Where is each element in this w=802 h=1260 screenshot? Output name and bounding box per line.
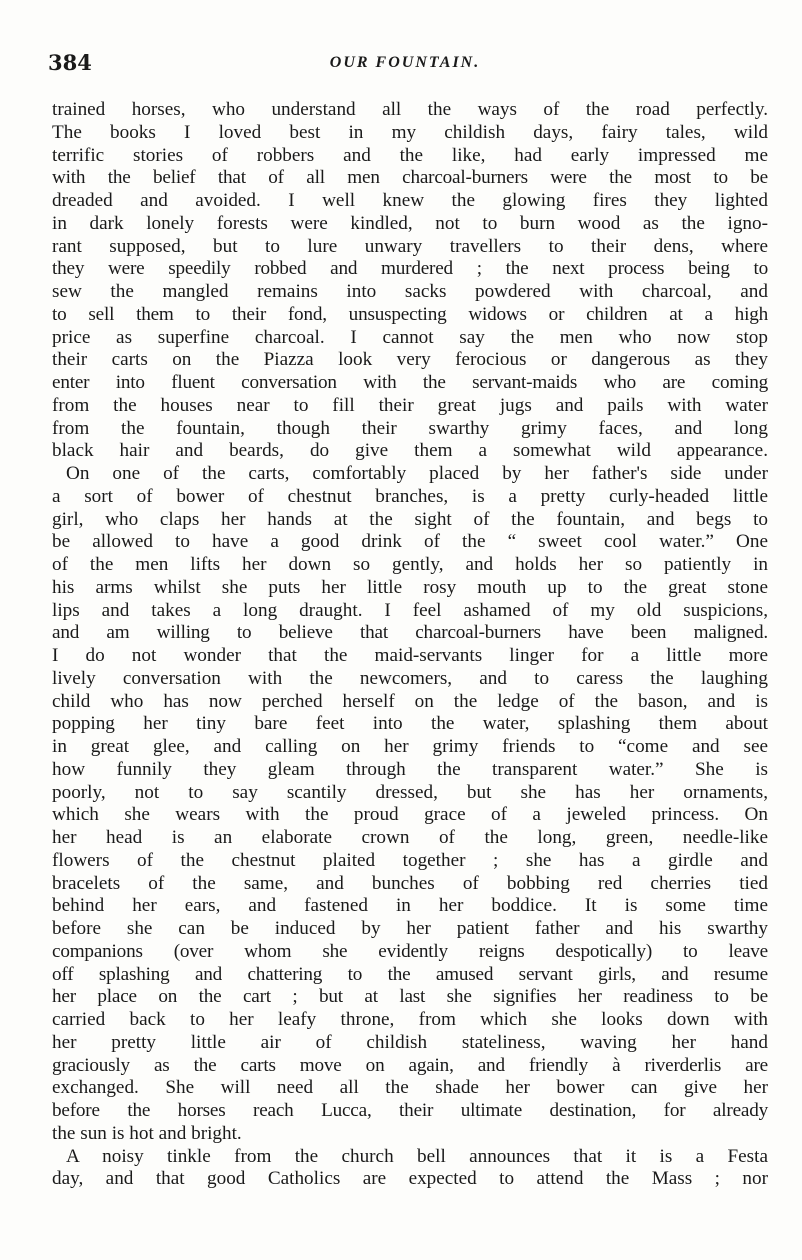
text-line: companions (over whom she evidently reigns despotically) to leave (52, 940, 768, 962)
text-line: price as superfine charcoal. I cannot say the men who now stop (52, 326, 768, 348)
text-line: graciously as the carts move on again, and friendly à riverderlis are (52, 1054, 768, 1076)
text-line: enter into fluent conversation with the servant-maids who are coming (52, 372, 768, 393)
text-line: her head is an elaborate crown of the long, green, needle-like (52, 827, 768, 848)
text-line: a sort of bower of chestnut branches, is a pretty curly-headed little (52, 485, 768, 507)
text-line: The books I loved best in my childish days, fairy tales, wild (52, 121, 768, 143)
text-line: child who has now perched herself on the ledge of the bason, and is (52, 690, 768, 712)
text-line: to sell them to their fond, unsuspecting widows or children at a high (52, 303, 768, 325)
text-line: dreaded and avoided. I well knew the glowing fires they lighted (52, 190, 768, 211)
text-line: rant supposed, but to lure unwary travellers to their dens, where (52, 235, 768, 257)
text-line: trained horses, who understand all the ways of the road perfectly. (52, 99, 768, 120)
text-line: sew the mangled remains into sacks powdered with charcoal, and (52, 281, 768, 302)
text-line: lively conversation with the newcomers, and to caress the laughing (52, 667, 768, 689)
text-line: her pretty little air of childish stateliness, waving her hand (52, 1031, 768, 1053)
text-line: black hair and beards, do give them a somewhat wild appearance. (52, 440, 768, 462)
text-line: how funnily they gleam through the transparent water.” She is (52, 758, 768, 780)
page-header (48, 50, 762, 80)
text-line: before the horses reach Lucca, their ultimate destination, for already (52, 1100, 768, 1121)
running-title: OUR FOUNTAIN. (329, 54, 481, 71)
text-line: his arms whilst she puts her little rosy mouth up to the great stone (52, 576, 768, 598)
text-line: behind her ears, and fastened in her boddice. It is some time (52, 895, 768, 917)
paragraph-start-line: On one of the carts, comfortably placed by her father's side under (66, 463, 768, 484)
text-line: their carts on the Piazza look very ferocious or dangerous as they (52, 349, 768, 371)
text-line: exchanged. She will need all the shade her bower can give her (52, 1077, 768, 1099)
text-line: from the fountain, though their swarthy grimy faces, and long (52, 417, 768, 439)
text-line: flowers of the chestnut plaited together ; she has a girdle and (52, 849, 768, 871)
text-line: be allowed to have a good drink of the “ sweet cool water.” One (52, 531, 768, 553)
text-line: they were speedily robbed and murdered ; the next process being to (52, 258, 768, 280)
text-line: before she can be induced by her patient father and his swarthy (52, 918, 768, 939)
text-line: carried back to her leafy throne, from which she looks down with (52, 1009, 768, 1030)
page-number: 384 (48, 50, 92, 75)
text-line: which she wears with the proud grace of a jeweled princess. On (52, 804, 768, 826)
text-line: popping her tiny bare feet into the water, splashing them about (52, 713, 768, 735)
text-line: lips and takes a long draught. I feel ashamed of my old suspicions, (52, 599, 768, 621)
text-line: of the men lifts her down so gently, and holds her so patiently in (52, 554, 768, 575)
text-line: in great glee, and calling on her grimy friends to “come and see (52, 736, 768, 757)
text-line: and am willing to believe that charcoal-burners have been maligned. (52, 622, 768, 644)
text-line: off splashing and chattering to the amused servant girls, and resume (52, 963, 768, 985)
text-line: with the belief that of all men charcoal-burners were the most to be (52, 167, 768, 189)
text-line: girl, who claps her hands at the sight of the fountain, and begs to (52, 508, 768, 530)
paragraph-end-line: the sun is hot and bright. (52, 1122, 242, 1144)
paragraph-start-line: A noisy tinkle from the church bell announces that it is a Festa (66, 1145, 768, 1167)
text-line: in dark lonely forests were kindled, not to burn wood as the igno- (52, 212, 768, 234)
text-line: poorly, not to say scantily dressed, but she has her ornaments, (52, 781, 768, 803)
text-line: I do not wonder that the maid-servants linger for a little more (52, 645, 768, 666)
text-line: day, and that good Catholics are expected to attend the Mass ; nor (52, 1168, 768, 1190)
body-text (52, 99, 768, 1191)
text-line: her place on the cart ; but at last she signifies her readiness to be (52, 986, 768, 1008)
text-line: from the houses near to fill their great jugs and pails with water (52, 394, 768, 416)
text-line: bracelets of the same, and bunches of bobbing red cherries tied (52, 872, 768, 894)
text-line: terrific stories of robbers and the like, had early impressed me (52, 144, 768, 166)
